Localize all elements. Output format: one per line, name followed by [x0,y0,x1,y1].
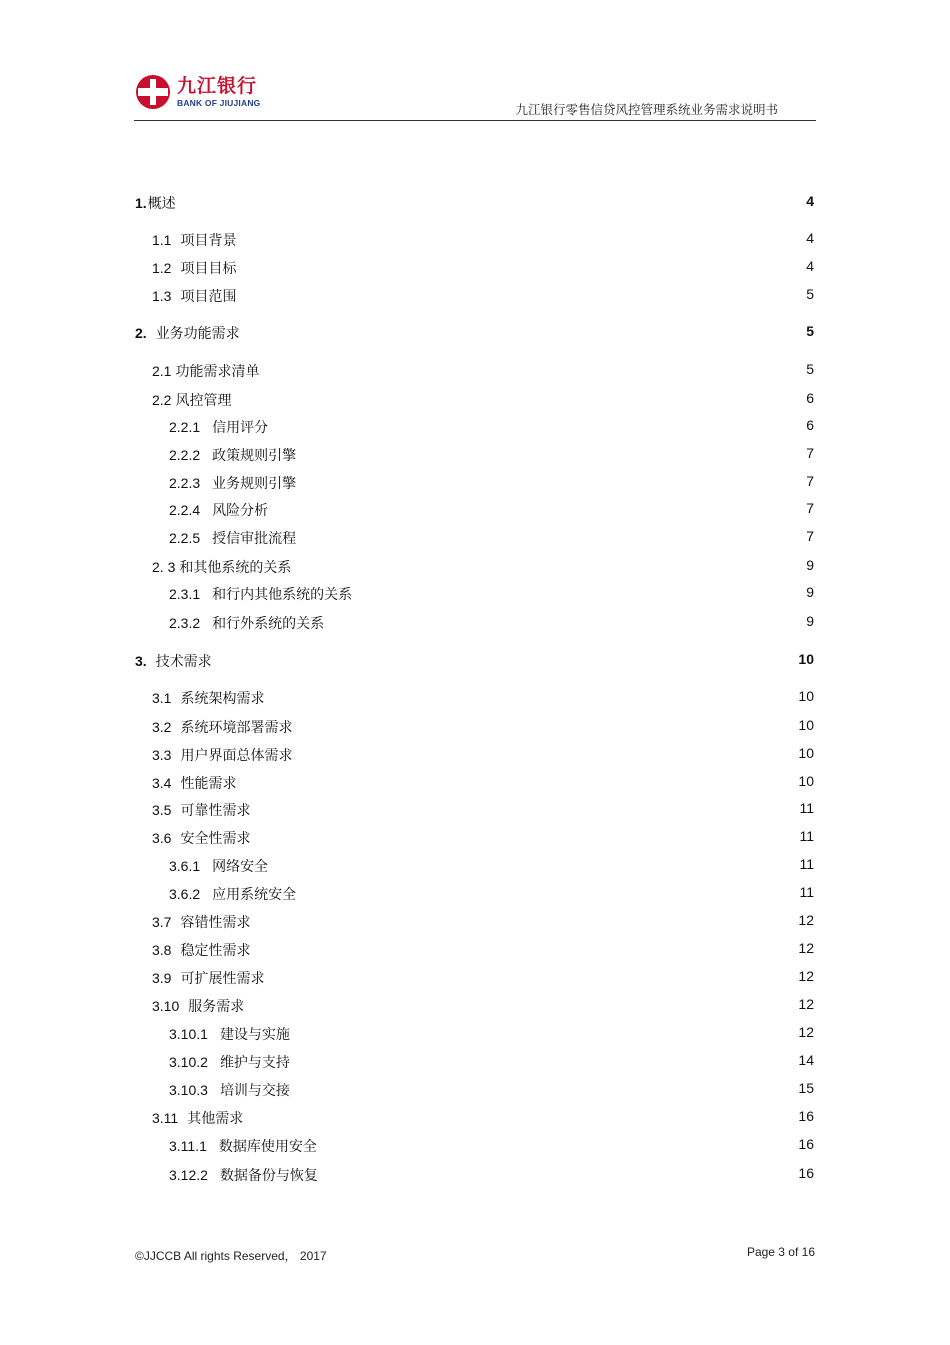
toc-entry-title: 业务规则引擎 [212,476,297,492]
toc-entry-number: 3.6.2 [169,886,201,902]
toc-entry[interactable] [0,584,950,606]
toc-entry-label [152,230,236,250]
toc-entry-page: 11 [799,828,814,844]
toc-entry-page: 6 [806,417,814,433]
toc-entry[interactable] [0,323,950,345]
toc-entry-label [152,773,236,793]
toc-entry-title: 应用系统安全 [212,887,297,903]
toc-entry-page: 6 [806,390,814,406]
toc-entry-page: 7 [806,473,814,489]
toc-entry[interactable] [0,884,950,906]
toc-entry-number: 3.6.1 [169,858,201,874]
toc-entry-title: 性能需求 [180,776,237,792]
toc-entry-page: 4 [806,258,814,274]
toc-entry-number: 3.3 [152,747,172,763]
toc-entry-page: 12 [798,1024,814,1040]
toc-entry-title: 和其他系统的关系 [179,560,292,576]
toc-entry-number: 2.2.2 [169,447,201,463]
toc-entry-label [169,1136,317,1156]
toc-entry-page: 16 [798,1136,814,1152]
toc-entry-page: 7 [806,528,814,544]
toc-entry-title: 可靠性需求 [180,803,251,819]
toc-entry-title: 安全性需求 [180,831,251,847]
toc-entry-number: 2.2.1 [169,419,201,435]
toc-entry-title: 功能需求清单 [175,364,260,380]
toc-entry[interactable] [0,1052,950,1074]
toc-entry-title: 技术需求 [155,654,212,670]
toc-entry-label [152,258,236,278]
toc-entry-label [169,613,324,633]
toc-entry-number: 3.4 [152,775,172,791]
toc-entry-page: 9 [806,584,814,600]
toc-entry-label [152,688,264,708]
toc-entry-number: 2.2 [152,392,172,408]
toc-entry-label [169,856,268,876]
toc-entry-title: 维护与支持 [219,1055,290,1071]
toc-entry[interactable] [0,1136,950,1158]
toc-entry[interactable] [0,193,950,215]
toc-entry-page: 7 [806,445,814,461]
footer-page-number: Page 3 of 16 [746,1245,815,1259]
toc-entry[interactable] [0,1024,950,1046]
toc-entry-page: 4 [806,230,814,246]
toc-entry[interactable] [0,912,950,934]
toc-entry-label [169,1052,290,1072]
toc-entry[interactable] [0,361,950,383]
toc-entry-page: 14 [798,1052,814,1068]
toc-entry-number: 3.10.1 [169,1026,208,1042]
toc-entry[interactable] [0,773,950,795]
toc-entry-label [169,1080,290,1100]
toc-entry-page: 5 [806,361,814,377]
toc-entry[interactable] [0,528,950,550]
toc-entry-page: 9 [806,557,814,573]
toc-entry[interactable] [0,557,950,579]
toc-entry-label [135,193,176,213]
toc-entry-title: 业务功能需求 [155,326,240,342]
toc-entry-label [152,912,250,932]
toc-entry-number: 2. 3 [152,559,176,575]
toc-entry-label [169,500,268,520]
toc-entry-title: 建设与实施 [219,1027,290,1043]
toc-entry-number: 2.2.3 [169,475,201,491]
toc-entry[interactable] [0,390,950,412]
toc-entry-title: 和行内其他系统的关系 [212,587,353,603]
toc-entry-label [152,996,244,1016]
toc-entry-title: 培训与交接 [219,1083,290,1099]
toc-entry-label [169,1024,290,1044]
toc-entry[interactable] [0,500,950,522]
toc-entry-title: 可扩展性需求 [180,971,265,987]
toc-entry-label [169,1165,318,1185]
toc-entry-label [135,323,240,343]
toc-entry-label [169,584,352,604]
toc-entry-page: 11 [799,856,814,872]
toc-entry-number: 3.12.2 [169,1167,208,1183]
toc-entry[interactable] [0,800,950,822]
toc-entry-number: 3.2 [152,719,172,735]
toc-entry-page: 7 [806,500,814,516]
toc-entry[interactable] [0,1108,950,1130]
toc-entry-title: 数据备份与恢复 [219,1168,318,1184]
toc-entry-title: 网络安全 [212,859,269,875]
document-title: 九江银行零售信贷风控管理系统业务需求说明书 [515,102,778,117]
toc-entry-title: 服务需求 [188,999,245,1015]
toc-entry-label [152,361,259,381]
toc-entry[interactable] [0,230,950,252]
toc-entry-number: 3.8 [152,942,172,958]
toc-entry-page: 11 [799,884,814,900]
toc-entry-number: 3.1 [152,690,172,706]
toc-entry[interactable] [0,745,950,767]
toc-entry-page: 10 [798,688,814,704]
toc-entry-title: 和行外系统的关系 [212,616,325,632]
toc-entry[interactable] [0,417,950,439]
toc-entry-page: 12 [798,968,814,984]
toc-entry-number: 3.10 [152,998,180,1014]
toc-entry-label [152,940,250,960]
toc-entry-title: 项目目标 [180,261,237,277]
toc-entry[interactable] [0,717,950,739]
toc-entry-label [135,651,212,671]
footer-copyright: ©JJCCB All rights Reserved， 2017 [135,1249,327,1263]
toc-entry-label [152,390,231,410]
toc-entry-page: 9 [806,613,814,629]
toc-entry-label [152,828,250,848]
logo-chinese-name: 九江银行 [177,74,258,97]
toc-entry[interactable] [0,856,950,878]
toc-entry-number: 3.7 [152,914,172,930]
toc-entry[interactable] [0,996,950,1018]
toc-entry-number: 3.11 [152,1110,179,1126]
toc-entry-label [169,528,296,548]
toc-entry-title: 容错性需求 [180,915,251,931]
toc-entry-label [152,286,236,306]
toc-entry-number: 3.10.2 [169,1054,208,1070]
toc-entry-page: 10 [798,745,814,761]
toc-entry-label [152,1108,243,1128]
toc-entry-title: 风控管理 [175,393,232,409]
bank-logo-icon [135,74,171,110]
toc-entry-page: 4 [806,193,814,209]
toc-entry-number: 3. [135,653,147,669]
toc-entry[interactable] [0,286,950,308]
toc-entry-number: 3.5 [152,802,172,818]
toc-entry-label [169,884,296,904]
toc-entry[interactable] [0,613,950,635]
toc-entry-number: 2.2.5 [169,530,201,546]
toc-entry-title: 数据库使用安全 [218,1139,317,1155]
toc-entry-page: 16 [798,1165,814,1181]
toc-entry-label [169,473,296,493]
toc-entry-number: 1. [135,195,147,211]
toc-entry-number: 3.11.1 [169,1138,207,1154]
toc-entry-title: 用户界面总体需求 [180,748,293,764]
toc-entry[interactable] [0,828,950,850]
toc-entry[interactable] [0,258,950,280]
toc-entry-page: 10 [798,651,814,667]
toc-entry-label [169,445,296,465]
toc-entry-number: 3.6 [152,830,172,846]
toc-entry-label [152,968,264,988]
header-divider [134,120,816,121]
toc-entry[interactable] [0,1080,950,1102]
toc-entry-number: 2.3.1 [169,586,201,602]
toc-entry-page: 12 [798,940,814,956]
toc-entry-title: 政策规则引擎 [212,448,297,464]
toc-entry-title: 项目背景 [180,233,237,249]
toc-entry-label [152,717,292,737]
bank-logo [135,72,261,112]
toc-entry[interactable] [0,940,950,962]
toc-entry-number: 1.3 [152,288,172,304]
toc-entry[interactable] [0,968,950,990]
toc-entry-title: 系统环境部署需求 [180,720,293,736]
logo-english-name: BANK OF JIUJIANG [177,97,261,108]
toc-entry-label [152,745,292,765]
toc-entry[interactable] [0,651,950,673]
toc-entry-label [152,800,250,820]
toc-entry-number: 2.1 [152,363,172,379]
toc-entry-page: 5 [806,323,814,339]
toc-entry-page: 10 [798,717,814,733]
toc-entry-title: 风险分析 [212,503,269,519]
toc-entry-number: 3.10.3 [169,1082,208,1098]
toc-entry-number: 2.2.4 [169,502,201,518]
toc-entry-page: 12 [798,912,814,928]
toc-entry-number: 2. [135,325,147,341]
toc-entry-label [169,417,268,437]
toc-entry-page: 11 [799,800,814,816]
toc-entry-title: 其他需求 [187,1111,244,1127]
toc-entry[interactable] [0,688,950,710]
toc-entry-title: 授信审批流程 [212,531,297,547]
toc-entry-number: 1.2 [152,260,172,276]
toc-entry-title: 概述 [147,196,176,212]
toc-entry-page: 15 [798,1080,814,1096]
toc-entry[interactable] [0,445,950,467]
toc-entry[interactable] [0,473,950,495]
toc-entry-title: 信用评分 [212,420,269,436]
toc-entry-label [152,557,291,577]
toc-entry-title: 稳定性需求 [180,943,251,959]
toc-entry-number: 1.1 [152,232,172,248]
toc-entry-page: 12 [798,996,814,1012]
toc-entry-title: 项目范围 [180,289,237,305]
toc-entry-page: 5 [806,286,814,302]
toc-entry[interactable] [0,1165,950,1187]
toc-entry-page: 10 [798,773,814,789]
toc-entry-title: 系统架构需求 [180,691,265,707]
toc-entry-number: 2.3.2 [169,615,201,631]
toc-entry-page: 16 [798,1108,814,1124]
toc-entry-number: 3.9 [152,970,172,986]
